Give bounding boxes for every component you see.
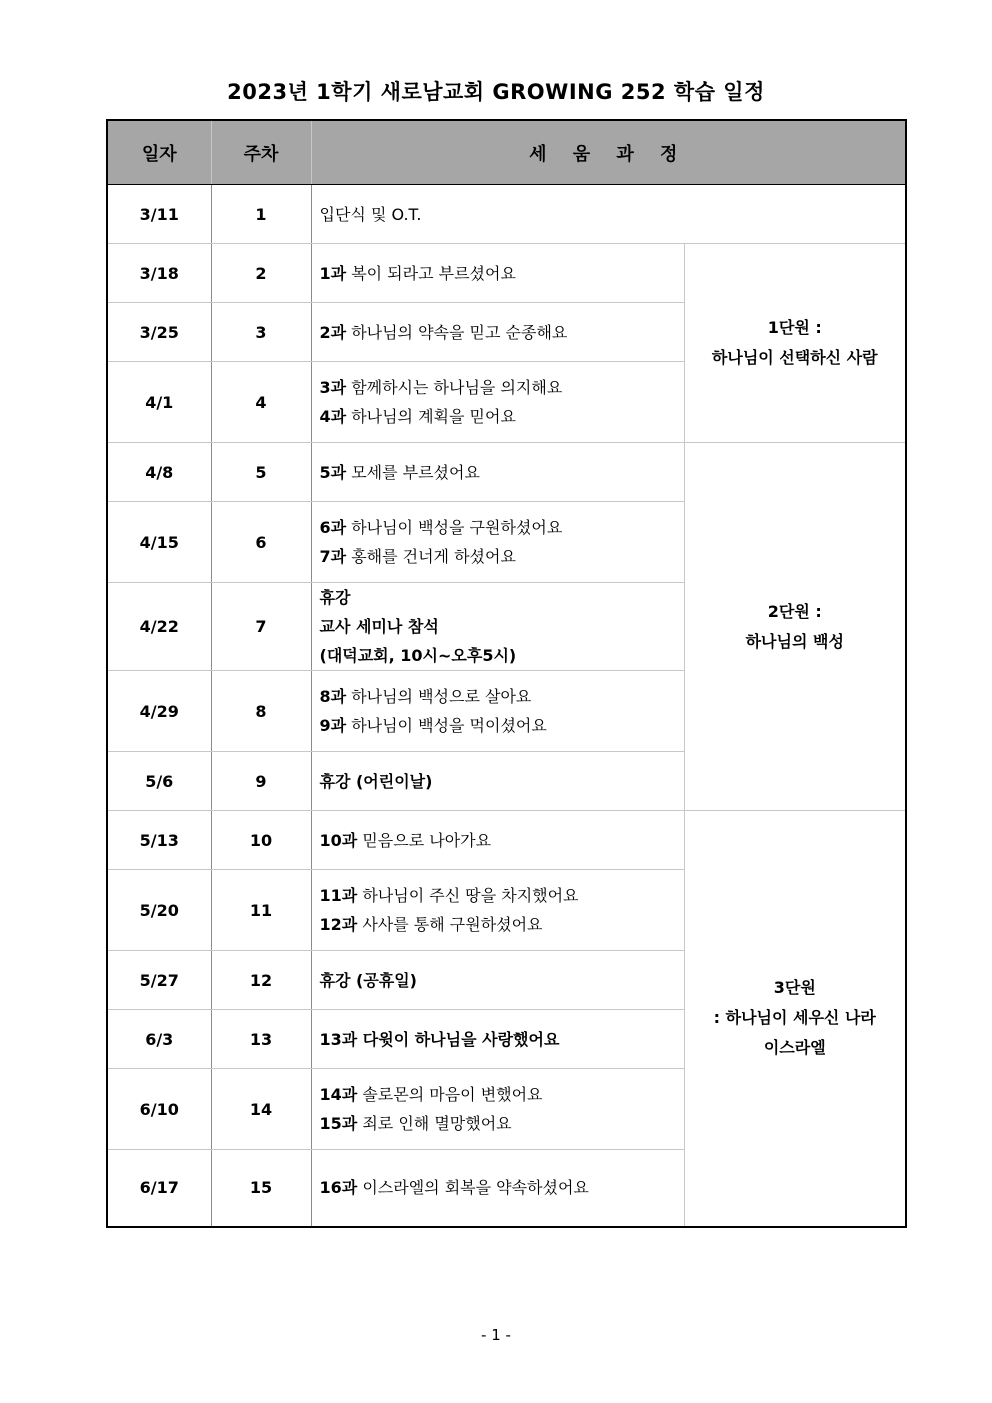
lesson-title: 함께하시는 하나님을 의지해요	[351, 378, 563, 397]
lesson-number: 3과	[319, 378, 347, 397]
week-cell: 10	[211, 811, 311, 870]
lesson-title: 복이 되라고 부르셨어요	[351, 263, 516, 283]
lesson-line	[320, 259, 684, 288]
unit-label: 하나님의 백성	[745, 631, 844, 651]
header-week: 주차	[211, 120, 311, 185]
lesson-title: 이스라엘의 회복을 약속하셨어요	[362, 1178, 589, 1198]
lesson-cell	[311, 362, 684, 443]
week-cell: 15	[211, 1150, 311, 1227]
week-cell: 11	[211, 870, 311, 951]
lesson-line	[320, 200, 906, 229]
lesson-title: 하나님이 백성을 구원하셨어요	[351, 518, 563, 537]
lesson-title: 믿음으로 나아가요	[362, 830, 492, 850]
table-row	[107, 443, 906, 502]
lesson-title: 하나님의 계획을 믿어요	[351, 407, 516, 426]
lesson-line	[320, 513, 684, 542]
lesson-number: (대덕교회, 10시~오후5시)	[319, 646, 517, 665]
lesson-cell	[311, 583, 684, 671]
lesson-line	[320, 910, 684, 939]
lesson-cell	[311, 951, 684, 1010]
lesson-number: 6과	[319, 518, 347, 537]
lesson-line	[320, 318, 684, 347]
lesson-number: 2과	[319, 322, 347, 342]
date-cell: 5/27	[107, 951, 211, 1010]
unit-cell	[684, 244, 906, 443]
lesson-line	[320, 826, 684, 855]
date-cell: 4/29	[107, 671, 211, 752]
lesson-cell	[311, 1010, 684, 1069]
lesson-line	[320, 542, 684, 571]
week-cell: 4	[211, 362, 311, 443]
lesson-title: 하나님의 백성으로 살아요	[351, 687, 532, 706]
date-cell: 5/6	[107, 752, 211, 811]
date-cell: 4/1	[107, 362, 211, 443]
week-cell: 3	[211, 303, 311, 362]
page-number: - 1 -	[481, 1326, 511, 1344]
lesson-line	[320, 373, 684, 402]
lesson-number: 7과	[319, 547, 347, 566]
week-cell: 12	[211, 951, 311, 1010]
date-cell: 5/20	[107, 870, 211, 951]
lesson-line	[320, 767, 684, 796]
date-cell: 3/25	[107, 303, 211, 362]
lesson-line	[320, 711, 684, 740]
lesson-number: 1과	[319, 263, 347, 283]
date-cell: 4/15	[107, 502, 211, 583]
lesson-line	[320, 1109, 684, 1138]
unit-cell	[684, 811, 906, 1227]
lesson-number: 16과	[319, 1178, 358, 1198]
week-cell: 7	[211, 583, 311, 671]
date-cell: 3/18	[107, 244, 211, 303]
date-cell: 6/10	[107, 1069, 211, 1150]
lesson-line	[320, 612, 684, 641]
date-cell: 6/3	[107, 1010, 211, 1069]
unit-label: 2단원 :	[767, 601, 822, 621]
table-row	[107, 185, 906, 244]
lesson-title: 사사를 통해 구원하셨어요	[362, 915, 543, 934]
lesson-number: 4과	[319, 407, 347, 426]
lesson-line	[320, 1173, 684, 1202]
header-course: 세 움 과 정	[311, 120, 906, 185]
lesson-line	[320, 402, 684, 431]
lesson-title: 죄로 인해 멸망했어요	[362, 1114, 512, 1133]
lesson-number: 8과	[319, 687, 347, 706]
lesson-number: 10과	[319, 830, 358, 850]
lesson-cell	[311, 303, 684, 362]
lesson-cell	[311, 870, 684, 951]
lesson-title: 모세를 부르셨어요	[351, 462, 480, 482]
lesson-line	[320, 1080, 684, 1109]
date-cell: 6/17	[107, 1150, 211, 1227]
schedule-body	[107, 185, 906, 1227]
date-cell: 4/22	[107, 583, 211, 671]
lesson-line	[320, 1025, 684, 1054]
header-row	[107, 120, 906, 185]
date-cell: 4/8	[107, 443, 211, 502]
lesson-number: 15과	[319, 1114, 358, 1133]
lesson-cell	[311, 1150, 684, 1227]
week-cell: 5	[211, 443, 311, 502]
week-cell: 9	[211, 752, 311, 811]
lesson-line	[320, 881, 684, 910]
lesson-number: 5과	[319, 462, 347, 482]
lesson-line	[320, 458, 684, 487]
lesson-number: 14과	[319, 1085, 358, 1104]
document-title: 2023년 1학기 새로남교회 GROWING 252 학습 일정	[227, 80, 765, 104]
unit-label: : 하나님이 세우신 나라	[713, 1008, 876, 1028]
unit-label: 하나님이 선택하신 사람	[711, 348, 878, 367]
lesson-title: 하나님의 약속을 믿고 순종해요	[351, 322, 568, 342]
week-cell: 2	[211, 244, 311, 303]
week-cell: 8	[211, 671, 311, 752]
lesson-number: 교사 세미나 참석	[319, 617, 439, 636]
unit-label: 이스라엘	[763, 1038, 826, 1058]
lesson-number: 휴강	[319, 588, 351, 607]
lesson-cell	[311, 671, 684, 752]
table-row	[107, 244, 906, 303]
date-cell: 3/11	[107, 185, 211, 244]
lesson-number: 휴강 (어린이날)	[319, 771, 433, 791]
lesson-cell	[311, 811, 684, 870]
lesson-line	[320, 641, 684, 670]
unit-label: 3단원	[773, 978, 816, 998]
schedule-table	[106, 119, 907, 1228]
lesson-line	[320, 583, 684, 612]
lesson-number: 12과	[319, 915, 358, 934]
lesson-number: 11과	[319, 886, 358, 905]
lesson-line	[320, 966, 684, 995]
lesson-line	[320, 682, 684, 711]
lesson-number: 휴강 (공휴일)	[319, 970, 417, 990]
lesson-title: 솔로몬의 마음이 변했어요	[362, 1085, 543, 1104]
lesson-cell	[311, 752, 684, 811]
lesson-number: 13과 다윗이 하나님을 사랑했어요	[319, 1029, 560, 1049]
lesson-number: 9과	[319, 716, 347, 735]
lesson-cell	[311, 502, 684, 583]
lesson-title: 홍해를 건너게 하셨어요	[351, 547, 516, 566]
lesson-cell	[311, 244, 684, 303]
week-cell: 14	[211, 1069, 311, 1150]
lesson-cell	[311, 1069, 684, 1150]
week-cell: 1	[211, 185, 311, 244]
unit-label: 1단원 :	[767, 318, 822, 337]
unit-cell	[684, 443, 906, 811]
table-row	[107, 811, 906, 870]
lesson-cell	[311, 443, 684, 502]
lesson-title: 입단식 및 O.T.	[319, 204, 422, 224]
lesson-cell	[311, 185, 906, 244]
week-cell: 6	[211, 502, 311, 583]
header-date: 일자	[107, 120, 211, 185]
date-cell: 5/13	[107, 811, 211, 870]
lesson-title: 하나님이 백성을 먹이셨어요	[351, 716, 547, 735]
lesson-title: 하나님이 주신 땅을 차지했어요	[362, 886, 579, 905]
week-cell: 13	[211, 1010, 311, 1069]
